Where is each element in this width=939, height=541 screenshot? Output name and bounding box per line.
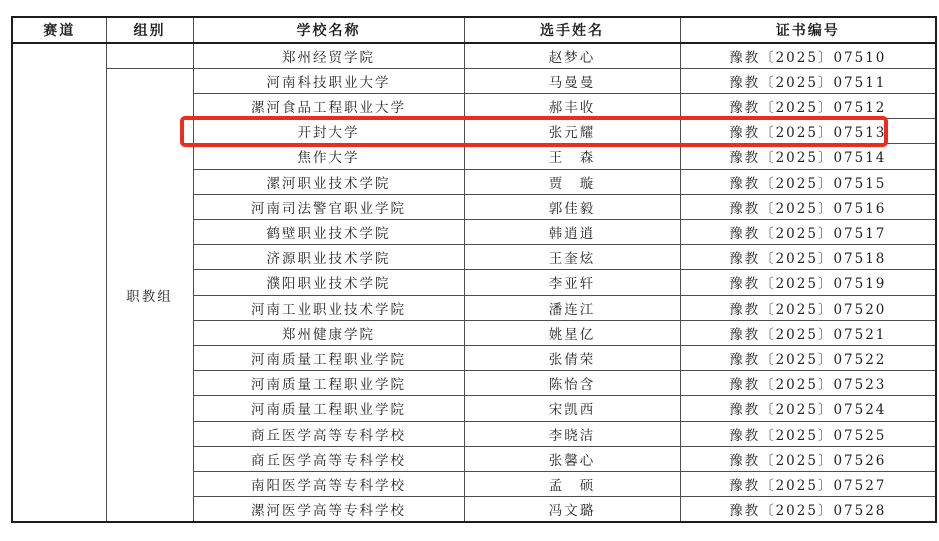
cert-cell: 豫教〔2025〕07514: [680, 144, 936, 169]
name-cell: 陈怡含: [464, 371, 680, 396]
school-cell: 河南科技职业大学: [193, 68, 464, 93]
school-cell: 濮阳职业技术学院: [193, 270, 464, 295]
name-cell: 韩逍逍: [464, 219, 680, 244]
name-cell: 王 森: [464, 144, 680, 169]
column-header-school: 学校名称: [193, 17, 464, 43]
name-cell: 冯文璐: [464, 497, 680, 522]
cert-cell: 豫教〔2025〕07519: [680, 270, 936, 295]
school-cell: 漯河医学高等专科学校: [193, 497, 464, 522]
school-cell: 开封大学: [193, 119, 464, 144]
cert-cell: 豫教〔2025〕07523: [680, 371, 936, 396]
cert-cell: 豫教〔2025〕07520: [680, 295, 936, 320]
name-cell: 张倩荣: [464, 345, 680, 370]
cert-cell: 豫教〔2025〕07526: [680, 446, 936, 471]
name-cell: 贾 璇: [464, 169, 680, 194]
cert-cell: 豫教〔2025〕07516: [680, 194, 936, 219]
cert-cell: 豫教〔2025〕07521: [680, 320, 936, 345]
name-cell: 马曼曼: [464, 68, 680, 93]
certificate-table: [11, 16, 937, 523]
name-cell: 李晓洁: [464, 421, 680, 446]
name-cell: 郭佳毅: [464, 194, 680, 219]
column-header-name: 选手姓名: [464, 17, 680, 43]
school-cell: 河南质量工程职业学院: [193, 345, 464, 370]
cert-cell: 豫教〔2025〕07515: [680, 169, 936, 194]
cert-cell: 豫教〔2025〕07517: [680, 219, 936, 244]
cert-cell: 豫教〔2025〕07522: [680, 345, 936, 370]
cert-cell: 豫教〔2025〕07528: [680, 497, 936, 522]
column-header-cert: 证书编号: [680, 17, 936, 43]
table-row: [12, 68, 936, 93]
column-header-track: 赛道: [12, 17, 106, 43]
group-merged-cell: 职教组: [106, 68, 193, 522]
school-cell: 郑州健康学院: [193, 320, 464, 345]
cert-cell: 豫教〔2025〕07513: [680, 119, 936, 144]
school-cell: 郑州经贸学院: [193, 43, 464, 68]
school-cell: 商丘医学高等专科学校: [193, 421, 464, 446]
table-row: [12, 43, 936, 68]
name-cell: 郝丰收: [464, 93, 680, 118]
school-cell: 河南质量工程职业学院: [193, 371, 464, 396]
name-cell: 张馨心: [464, 446, 680, 471]
name-cell: 赵梦心: [464, 43, 680, 68]
school-cell: 漯河食品工程职业大学: [193, 93, 464, 118]
cert-cell: 豫教〔2025〕07525: [680, 421, 936, 446]
name-cell: 姚星亿: [464, 320, 680, 345]
column-header-group: 组别: [106, 17, 193, 43]
name-cell: 王奎炫: [464, 245, 680, 270]
name-cell: 宋凯西: [464, 396, 680, 421]
name-cell: 李亚轩: [464, 270, 680, 295]
header-row: [12, 17, 936, 43]
cert-cell: 豫教〔2025〕07524: [680, 396, 936, 421]
cert-cell: 豫教〔2025〕07511: [680, 68, 936, 93]
track-merged-cell: [12, 43, 106, 522]
cert-cell: 豫教〔2025〕07527: [680, 471, 936, 496]
school-cell: 漯河职业技术学院: [193, 169, 464, 194]
name-cell: 孟 硕: [464, 471, 680, 496]
school-cell: 南阳医学高等专科学校: [193, 471, 464, 496]
school-cell: 河南司法警官职业学院: [193, 194, 464, 219]
group-cell-row1: [106, 43, 193, 68]
name-cell: 张元耀: [464, 119, 680, 144]
school-cell: 济源职业技术学院: [193, 245, 464, 270]
school-cell: 鹤壁职业技术学院: [193, 219, 464, 244]
school-cell: 河南质量工程职业学院: [193, 396, 464, 421]
school-cell: 商丘医学高等专科学校: [193, 446, 464, 471]
school-cell: 河南工业职业技术学院: [193, 295, 464, 320]
name-cell: 潘连江: [464, 295, 680, 320]
school-cell: 焦作大学: [193, 144, 464, 169]
cert-cell: 豫教〔2025〕07510: [680, 43, 936, 68]
cert-cell: 豫教〔2025〕07518: [680, 245, 936, 270]
cert-cell: 豫教〔2025〕07512: [680, 93, 936, 118]
